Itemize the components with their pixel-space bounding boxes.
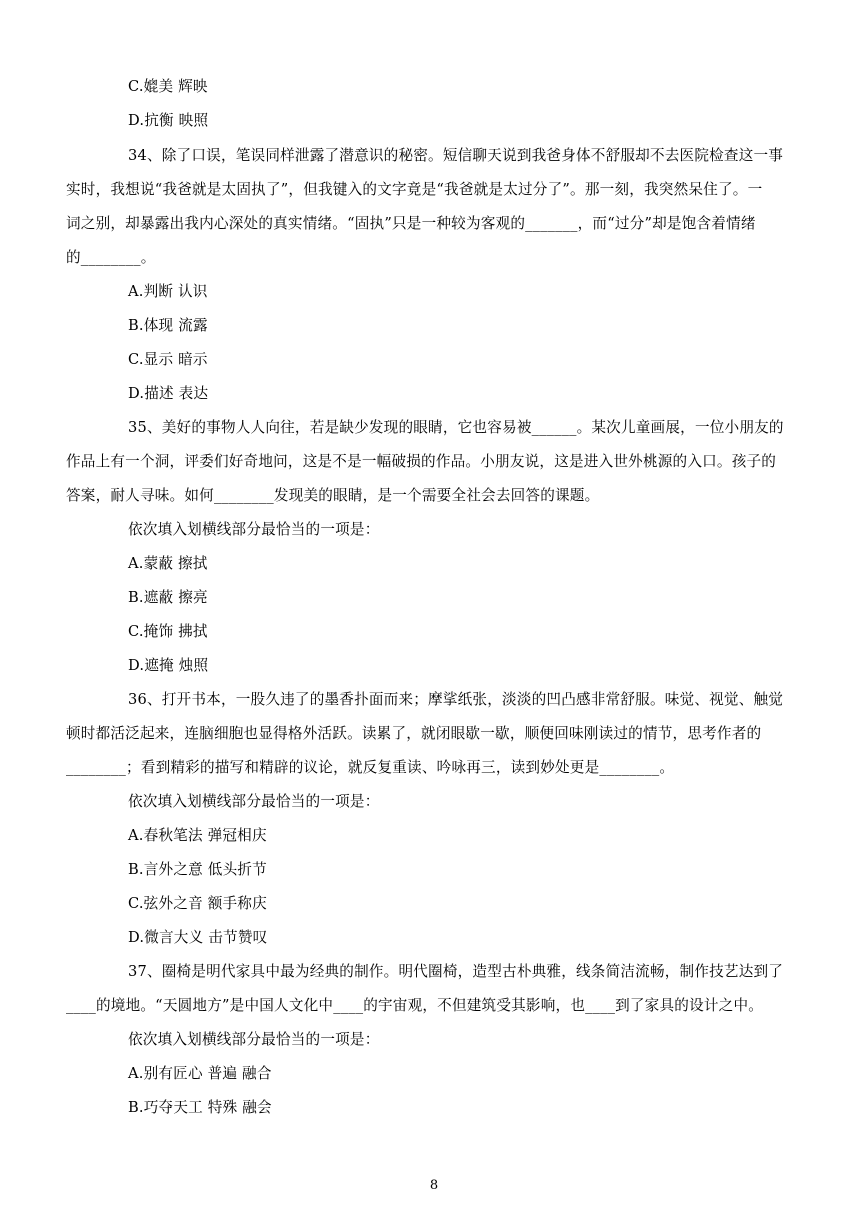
option-a: A.春秋笔法 弹冠相庆 [128, 827, 267, 844]
option-b: B.遮蔽 擦亮 [128, 589, 208, 606]
question-37 [66, 955, 802, 1125]
page-number: 8 [429, 1178, 439, 1193]
option-a: A.蒙蔽 擦拭 [128, 555, 208, 572]
question-34-text-line: 34、除了口误，笔误同样泄露了潜意识的秘密。短信聊天说到我爸身体不舒服却不去医院检查这一事 [128, 147, 784, 164]
question-34-text-line: 的________。 [66, 249, 156, 266]
question-36-text-line: 顿时都活泛起来，连脑细胞也显得格外活跃。读累了，就闭眼歇一歇，顺便回味刚读过的情节，思考作者的 [66, 725, 762, 742]
option-d: D.描述 表达 [128, 385, 209, 402]
question-37-text-line: 37、圈椅是明代家具中最为经典的制作。明代圈椅，造型古朴典雅，线条简洁流畅，制作技艺达到了 [128, 963, 784, 980]
option-d: D.抗衡 映照 [128, 112, 209, 129]
question-35-prompt: 依次填入划横线部分最恰当的一项是： [128, 521, 380, 538]
option-c: C.掩饰 拂拭 [128, 623, 208, 640]
question-34-text-line: 词之别，却暴露出我内心深处的真实情绪。“固执”只是一种较为客观的_______，而“过分”却是饱含着情绪 [66, 215, 756, 232]
question-37-prompt: 依次填入划横线部分最恰当的一项是： [128, 1031, 380, 1048]
question-34 [66, 139, 802, 411]
option-a: A.别有匠心 普遍 融合 [128, 1065, 272, 1082]
option-b: B.体现 流露 [128, 317, 208, 334]
question-34-text-line: 实时，我想说“我爸就是太固执了”，但我键入的文字竟是“我爸就是太过分了”。那一刻，我突然呆住了。一 [66, 181, 763, 198]
option-b: B.言外之意 低头折节 [128, 861, 267, 878]
option-a: A.判断 认识 [128, 283, 208, 300]
question-35-text-line: 35、美好的事物人人向往，若是缺少发现的眼睛，它也容易被______。某次儿童画展，一位小朋友的 [128, 419, 784, 436]
option-b: B.巧夺天工 特殊 融会 [128, 1099, 272, 1116]
question-35 [66, 411, 802, 683]
question-36-text-line: ________；看到精彩的描写和精辟的议论，就反复重读、吟咏再三，读到妙处更是________。 [66, 759, 675, 776]
question-37-text-line: ____的境地。“天圆地方”是中国人文化中____的宇宙观，不但建筑受其影响，也____到了家具的设计之中。 [66, 997, 764, 1014]
option-d: D.遮掩 烛照 [128, 657, 209, 674]
question-35-text-line: 答案，耐人寻味。如何________发现美的眼睛，是一个需要全社会去回答的课题。 [66, 487, 600, 504]
question-36-prompt: 依次填入划横线部分最恰当的一项是： [128, 793, 380, 810]
question-36 [66, 683, 802, 955]
question-36-text-line: 36、打开书本，一股久违了的墨香扑面而来；摩挲纸张，淡淡的凹凸感非常舒服。味觉、视觉、触觉 [128, 691, 784, 708]
option-d: D.微言大义 击节赞叹 [128, 929, 268, 946]
option-c: C.显示 暗示 [128, 351, 208, 368]
question-33-options [66, 70, 802, 138]
option-c: C.弦外之音 额手称庆 [128, 895, 267, 912]
question-35-text-line: 作品上有一个洞，评委们好奇地问，这是不是一幅破损的作品。小朋友说，这是进入世外桃源的入口。孩子的 [66, 453, 777, 470]
option-c: C.媲美 辉映 [128, 78, 208, 95]
